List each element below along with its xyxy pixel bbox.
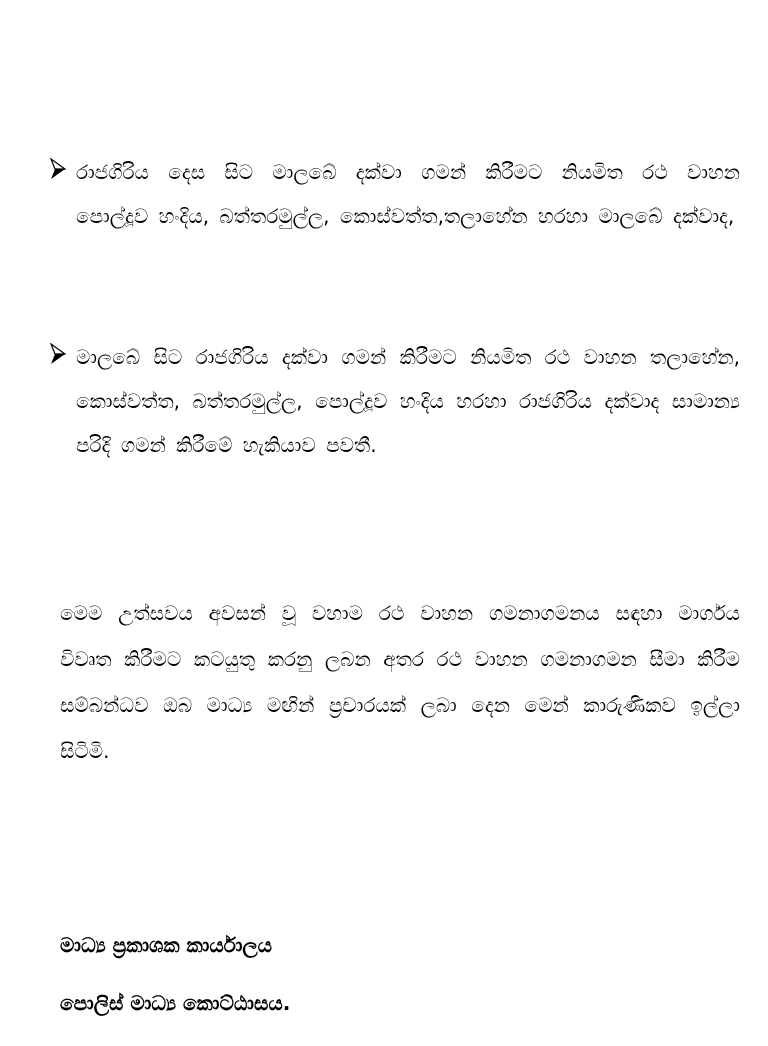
body-paragraph: මෙම උත්සවය අවසන් වූ වහාම රථ වාහන ගමනාගමනය සඳහා මාර්ගය විවෘත කිරීමට කටයුතු කරනු ලබන අතර රථ වාහන ගමනාගමන සීමා කිරීම සම්බන්ධව ඔබ මාධ්‍ය මඟින් ප්‍රචාරයක් ලබා දෙන මෙන් කාරුණිකව ඉල්ලා සිටිමි. [60, 601, 740, 763]
bullet-text-2: මාලබේ සිට රාජගිරිය දක්වා ගමන් කිරීමට නියමිත රථ වාහන තලාහේන, කොස්වත්ත, බත්තරමුල්ල, පොල්දූව හංදිය හරහා රාජගිරිය දක්වාද සාමාන්‍ය පරිදි ගමන් කිරීමේ හැකියාව පවතී. [76, 345, 740, 457]
signature-block [60, 916, 560, 1032]
signature-division: පොලිස් මාධ්‍ය කොට්ඨාසය. [60, 991, 291, 1015]
bullet-item-1 [50, 150, 740, 238]
arrowhead-bullet-icon [50, 158, 66, 180]
arrowhead-bullet-icon [50, 343, 66, 365]
signature-office: මාධ්‍ය ප්‍රකාශක කාර්යාලය [60, 933, 273, 957]
bullet-item-2 [50, 335, 740, 467]
bullet-text-1: රාජගිරිය දෙස සිට මාලබේ දක්වා ගමන් කිරීමට නියමිත රථ වාහන පොල්දූව හංදිය, බත්තරමුල්ල, කොස්වත්ත,තලාහේන හරහා මාලබේ දක්වාද, [76, 160, 740, 228]
